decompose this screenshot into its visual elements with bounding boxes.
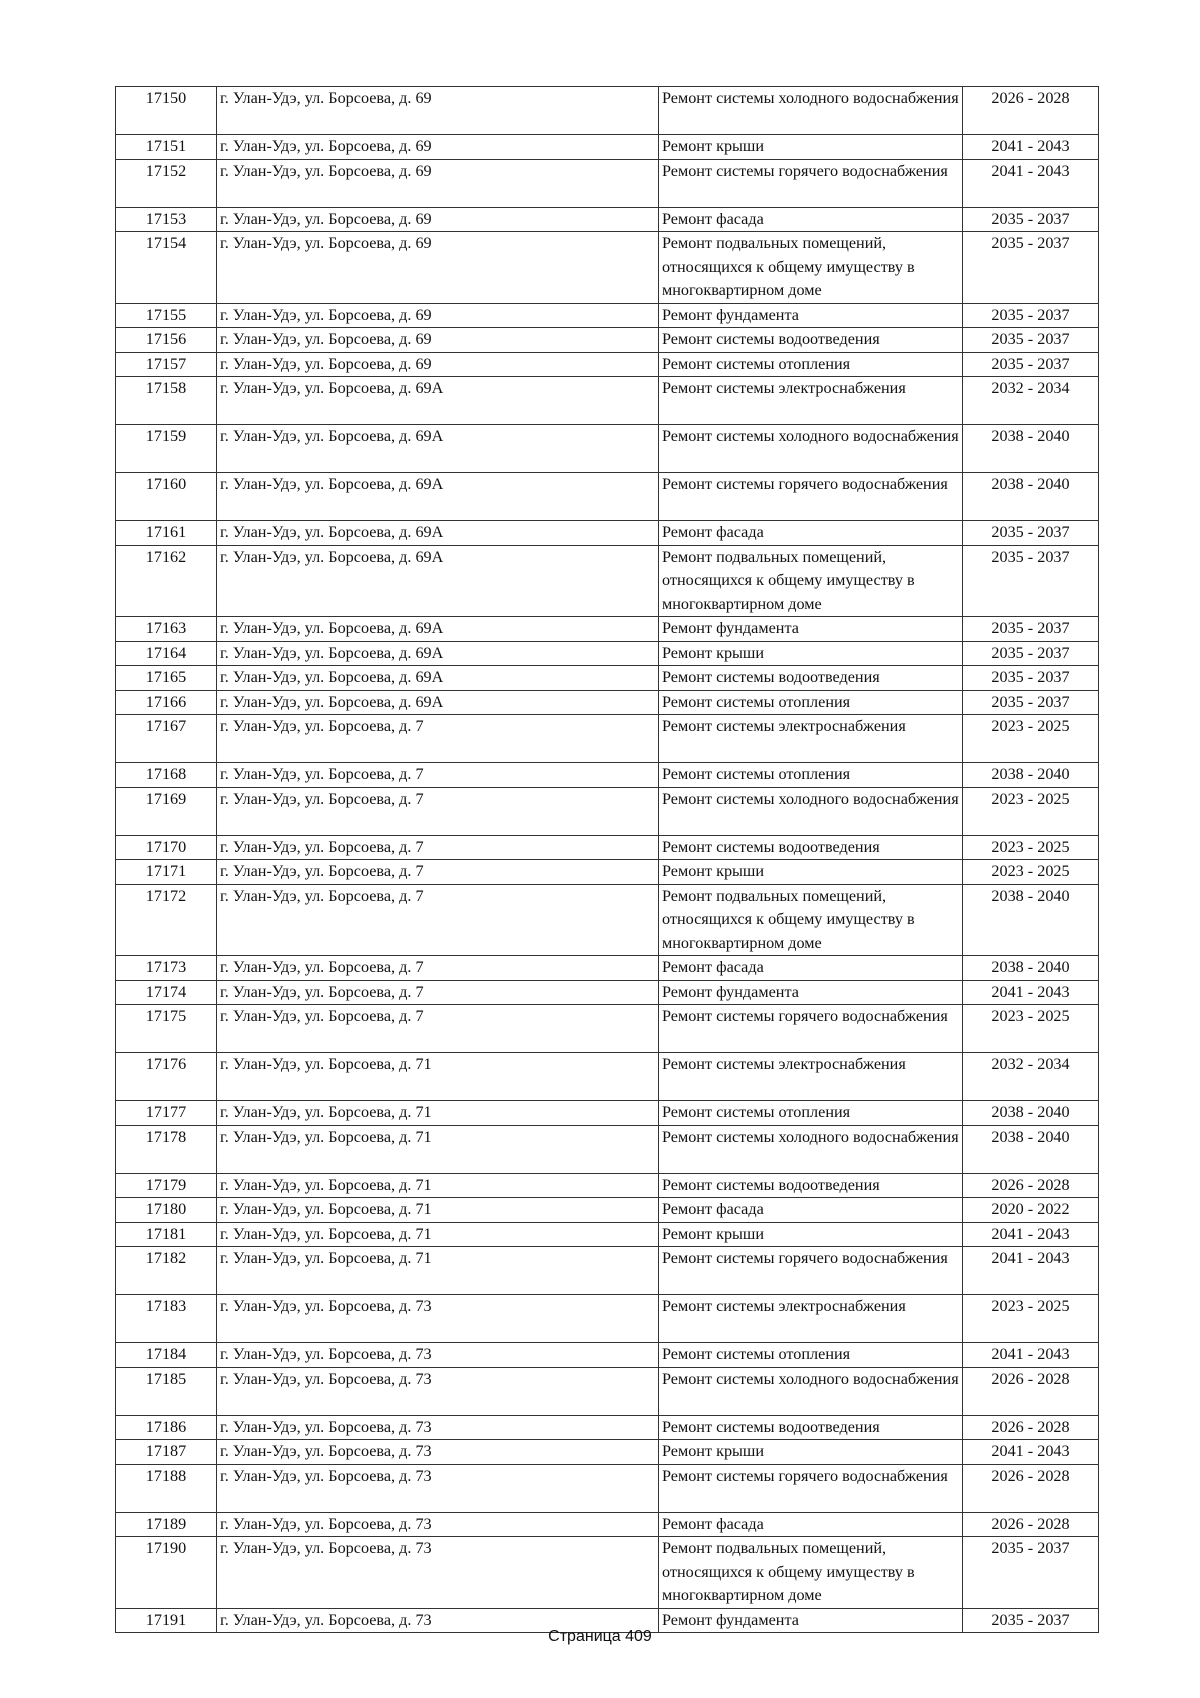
row-address: г. Улан-Удэ, ул. Борсоева, д. 7 bbox=[217, 715, 659, 763]
row-number: 17161 bbox=[116, 521, 217, 546]
row-address: г. Улан-Удэ, ул. Борсоева, д. 7 bbox=[217, 1005, 659, 1053]
row-period: 2035 - 2037 bbox=[963, 545, 1099, 617]
row-period: 2038 - 2040 bbox=[963, 473, 1099, 521]
table-row bbox=[116, 1464, 1099, 1512]
row-number: 17185 bbox=[116, 1367, 217, 1415]
row-address: г. Улан-Удэ, ул. Борсоева, д. 7 bbox=[217, 835, 659, 860]
table-row bbox=[116, 207, 1099, 232]
row-number: 17152 bbox=[116, 159, 217, 207]
row-number: 17182 bbox=[116, 1247, 217, 1295]
row-address: г. Улан-Удэ, ул. Борсоева, д. 69А bbox=[217, 425, 659, 473]
row-number: 17151 bbox=[116, 135, 217, 160]
row-address: г. Улан-Удэ, ул. Борсоева, д. 73 bbox=[217, 1464, 659, 1512]
table-row bbox=[116, 666, 1099, 691]
row-work-type: Ремонт подвальных помещений, относящихся к общему имуществу в многоквартирном доме bbox=[659, 1537, 963, 1609]
row-period: 2038 - 2040 bbox=[963, 956, 1099, 981]
row-address: г. Улан-Удэ, ул. Борсоева, д. 73 bbox=[217, 1295, 659, 1343]
table-row bbox=[116, 617, 1099, 642]
row-work-type: Ремонт фасада bbox=[659, 1198, 963, 1223]
row-address: г. Улан-Удэ, ул. Борсоева, д. 69 bbox=[217, 232, 659, 304]
row-period: 2041 - 2043 bbox=[963, 135, 1099, 160]
table-row bbox=[116, 377, 1099, 425]
row-number: 17166 bbox=[116, 690, 217, 715]
row-number: 17168 bbox=[116, 763, 217, 788]
row-work-type: Ремонт крыши bbox=[659, 1440, 963, 1465]
row-number: 17157 bbox=[116, 352, 217, 377]
table-row bbox=[116, 1295, 1099, 1343]
row-address: г. Улан-Удэ, ул. Борсоева, д. 69 bbox=[217, 159, 659, 207]
row-period: 2020 - 2022 bbox=[963, 1198, 1099, 1223]
row-work-type: Ремонт системы электроснабжения bbox=[659, 377, 963, 425]
table-row bbox=[116, 690, 1099, 715]
table-body bbox=[116, 87, 1099, 1633]
row-number: 17179 bbox=[116, 1173, 217, 1198]
row-period: 2035 - 2037 bbox=[963, 328, 1099, 353]
row-period: 2026 - 2028 bbox=[963, 1464, 1099, 1512]
table-row bbox=[116, 1101, 1099, 1126]
table-row bbox=[116, 1173, 1099, 1198]
row-address: г. Улан-Удэ, ул. Борсоева, д. 69 bbox=[217, 352, 659, 377]
row-number: 17180 bbox=[116, 1198, 217, 1223]
row-number: 17184 bbox=[116, 1343, 217, 1368]
row-work-type: Ремонт системы холодного водоснабжения bbox=[659, 787, 963, 835]
table-row bbox=[116, 232, 1099, 304]
row-number: 17186 bbox=[116, 1415, 217, 1440]
table-row bbox=[116, 1537, 1099, 1609]
row-address: г. Улан-Удэ, ул. Борсоева, д. 71 bbox=[217, 1247, 659, 1295]
row-number: 17153 bbox=[116, 207, 217, 232]
row-address: г. Улан-Удэ, ул. Борсоева, д. 69 bbox=[217, 207, 659, 232]
row-work-type: Ремонт системы холодного водоснабжения bbox=[659, 425, 963, 473]
row-address: г. Улан-Удэ, ул. Борсоева, д. 73 bbox=[217, 1343, 659, 1368]
table-row bbox=[116, 1198, 1099, 1223]
row-address: г. Улан-Удэ, ул. Борсоева, д. 69А bbox=[217, 617, 659, 642]
row-address: г. Улан-Удэ, ул. Борсоева, д. 73 bbox=[217, 1537, 659, 1609]
row-period: 2041 - 2043 bbox=[963, 1222, 1099, 1247]
row-period: 2032 - 2034 bbox=[963, 1053, 1099, 1101]
row-period: 2032 - 2034 bbox=[963, 377, 1099, 425]
row-number: 17155 bbox=[116, 303, 217, 328]
row-number: 17178 bbox=[116, 1125, 217, 1173]
table-row bbox=[116, 787, 1099, 835]
table-row bbox=[116, 884, 1099, 956]
row-period: 2023 - 2025 bbox=[963, 715, 1099, 763]
repair-schedule-table bbox=[115, 86, 1099, 1633]
table-row bbox=[116, 1005, 1099, 1053]
row-period: 2026 - 2028 bbox=[963, 1367, 1099, 1415]
row-number: 17191 bbox=[116, 1608, 217, 1633]
row-period: 2038 - 2040 bbox=[963, 425, 1099, 473]
row-address: г. Улан-Удэ, ул. Борсоева, д. 71 bbox=[217, 1198, 659, 1223]
row-work-type: Ремонт фасада bbox=[659, 1512, 963, 1537]
row-period: 2023 - 2025 bbox=[963, 860, 1099, 885]
row-work-type: Ремонт фасада bbox=[659, 521, 963, 546]
row-period: 2035 - 2037 bbox=[963, 1608, 1099, 1633]
row-number: 17150 bbox=[116, 87, 217, 135]
row-number: 17159 bbox=[116, 425, 217, 473]
table-row bbox=[116, 1125, 1099, 1173]
table-row bbox=[116, 980, 1099, 1005]
row-number: 17174 bbox=[116, 980, 217, 1005]
table-row bbox=[116, 835, 1099, 860]
row-work-type: Ремонт системы водоотведения bbox=[659, 328, 963, 353]
table-row bbox=[116, 135, 1099, 160]
row-period: 2023 - 2025 bbox=[963, 1005, 1099, 1053]
row-period: 2041 - 2043 bbox=[963, 980, 1099, 1005]
row-address: г. Улан-Удэ, ул. Борсоева, д. 71 bbox=[217, 1125, 659, 1173]
row-number: 17190 bbox=[116, 1537, 217, 1609]
row-address: г. Улан-Удэ, ул. Борсоева, д. 73 bbox=[217, 1512, 659, 1537]
row-number: 17175 bbox=[116, 1005, 217, 1053]
row-number: 17172 bbox=[116, 884, 217, 956]
row-work-type: Ремонт подвальных помещений, относящихся к общему имуществу в многоквартирном доме bbox=[659, 545, 963, 617]
page-number: Страница 409 bbox=[548, 1628, 652, 1645]
row-address: г. Улан-Удэ, ул. Борсоева, д. 69А bbox=[217, 521, 659, 546]
row-work-type: Ремонт подвальных помещений, относящихся к общему имуществу в многоквартирном доме bbox=[659, 884, 963, 956]
table-row bbox=[116, 425, 1099, 473]
row-work-type: Ремонт системы отопления bbox=[659, 352, 963, 377]
row-number: 17162 bbox=[116, 545, 217, 617]
row-work-type: Ремонт системы холодного водоснабжения bbox=[659, 87, 963, 135]
row-work-type: Ремонт системы горячего водоснабжения bbox=[659, 159, 963, 207]
row-work-type: Ремонт системы горячего водоснабжения bbox=[659, 1005, 963, 1053]
table-row bbox=[116, 860, 1099, 885]
row-period: 2026 - 2028 bbox=[963, 1415, 1099, 1440]
row-address: г. Улан-Удэ, ул. Борсоева, д. 73 bbox=[217, 1367, 659, 1415]
row-address: г. Улан-Удэ, ул. Борсоева, д. 69А bbox=[217, 666, 659, 691]
row-work-type: Ремонт системы горячего водоснабжения bbox=[659, 473, 963, 521]
row-period: 2023 - 2025 bbox=[963, 787, 1099, 835]
row-period: 2035 - 2037 bbox=[963, 690, 1099, 715]
row-period: 2035 - 2037 bbox=[963, 1537, 1099, 1609]
row-work-type: Ремонт системы холодного водоснабжения bbox=[659, 1125, 963, 1173]
row-address: г. Улан-Удэ, ул. Борсоева, д. 71 bbox=[217, 1101, 659, 1126]
row-address: г. Улан-Удэ, ул. Борсоева, д. 7 bbox=[217, 956, 659, 981]
row-number: 17165 bbox=[116, 666, 217, 691]
row-period: 2038 - 2040 bbox=[963, 884, 1099, 956]
table-row bbox=[116, 1222, 1099, 1247]
row-number: 17169 bbox=[116, 787, 217, 835]
row-work-type: Ремонт системы отопления bbox=[659, 1343, 963, 1368]
table-row bbox=[116, 1247, 1099, 1295]
row-work-type: Ремонт крыши bbox=[659, 1222, 963, 1247]
row-number: 17163 bbox=[116, 617, 217, 642]
row-number: 17187 bbox=[116, 1440, 217, 1465]
row-address: г. Улан-Удэ, ул. Борсоева, д. 69 bbox=[217, 328, 659, 353]
row-work-type: Ремонт системы отопления bbox=[659, 763, 963, 788]
row-number: 17167 bbox=[116, 715, 217, 763]
row-address: г. Улан-Удэ, ул. Борсоева, д. 73 bbox=[217, 1608, 659, 1633]
table-row bbox=[116, 1367, 1099, 1415]
row-address: г. Улан-Удэ, ул. Борсоева, д. 69А bbox=[217, 641, 659, 666]
row-address: г. Улан-Удэ, ул. Борсоева, д. 7 bbox=[217, 763, 659, 788]
row-period: 2035 - 2037 bbox=[963, 207, 1099, 232]
row-period: 2041 - 2043 bbox=[963, 159, 1099, 207]
table-row bbox=[116, 1343, 1099, 1368]
row-address: г. Улан-Удэ, ул. Борсоева, д. 7 bbox=[217, 787, 659, 835]
row-number: 17156 bbox=[116, 328, 217, 353]
row-period: 2026 - 2028 bbox=[963, 1512, 1099, 1537]
row-address: г. Улан-Удэ, ул. Борсоева, д. 69А bbox=[217, 545, 659, 617]
row-number: 17160 bbox=[116, 473, 217, 521]
row-work-type: Ремонт фасада bbox=[659, 956, 963, 981]
row-address: г. Улан-Удэ, ул. Борсоева, д. 69 bbox=[217, 303, 659, 328]
row-address: г. Улан-Удэ, ул. Борсоева, д. 73 bbox=[217, 1415, 659, 1440]
row-address: г. Улан-Удэ, ул. Борсоева, д. 69А bbox=[217, 377, 659, 425]
row-address: г. Улан-Удэ, ул. Борсоева, д. 69А bbox=[217, 690, 659, 715]
row-work-type: Ремонт системы водоотведения bbox=[659, 1173, 963, 1198]
row-period: 2035 - 2037 bbox=[963, 666, 1099, 691]
row-number: 17164 bbox=[116, 641, 217, 666]
row-number: 17173 bbox=[116, 956, 217, 981]
row-number: 17181 bbox=[116, 1222, 217, 1247]
table-row bbox=[116, 303, 1099, 328]
table-row bbox=[116, 352, 1099, 377]
row-period: 2023 - 2025 bbox=[963, 1295, 1099, 1343]
row-number: 17154 bbox=[116, 232, 217, 304]
row-number: 17176 bbox=[116, 1053, 217, 1101]
row-number: 17170 bbox=[116, 835, 217, 860]
row-work-type: Ремонт системы отопления bbox=[659, 1101, 963, 1126]
table-row bbox=[116, 1440, 1099, 1465]
row-work-type: Ремонт системы горячего водоснабжения bbox=[659, 1464, 963, 1512]
table-row bbox=[116, 521, 1099, 546]
table-row bbox=[116, 956, 1099, 981]
row-address: г. Улан-Удэ, ул. Борсоева, д. 71 bbox=[217, 1053, 659, 1101]
row-work-type: Ремонт фундамента bbox=[659, 303, 963, 328]
row-address: г. Улан-Удэ, ул. Борсоева, д. 7 bbox=[217, 860, 659, 885]
row-address: г. Улан-Удэ, ул. Борсоева, д. 71 bbox=[217, 1222, 659, 1247]
table-row bbox=[116, 1415, 1099, 1440]
table-row bbox=[116, 763, 1099, 788]
row-work-type: Ремонт системы водоотведения bbox=[659, 1415, 963, 1440]
row-period: 2035 - 2037 bbox=[963, 303, 1099, 328]
table-row bbox=[116, 87, 1099, 135]
row-address: г. Улан-Удэ, ул. Борсоева, д. 7 bbox=[217, 980, 659, 1005]
table-row bbox=[116, 545, 1099, 617]
row-period: 2041 - 2043 bbox=[963, 1343, 1099, 1368]
row-number: 17158 bbox=[116, 377, 217, 425]
row-work-type: Ремонт крыши bbox=[659, 860, 963, 885]
row-work-type: Ремонт системы водоотведения bbox=[659, 835, 963, 860]
row-work-type: Ремонт фундамента bbox=[659, 980, 963, 1005]
table-row bbox=[116, 159, 1099, 207]
row-period: 2026 - 2028 bbox=[963, 1173, 1099, 1198]
row-period: 2041 - 2043 bbox=[963, 1440, 1099, 1465]
row-work-type: Ремонт системы электроснабжения bbox=[659, 715, 963, 763]
row-work-type: Ремонт системы электроснабжения bbox=[659, 1295, 963, 1343]
row-number: 17183 bbox=[116, 1295, 217, 1343]
row-address: г. Улан-Удэ, ул. Борсоева, д. 73 bbox=[217, 1440, 659, 1465]
row-number: 17188 bbox=[116, 1464, 217, 1512]
row-address: г. Улан-Удэ, ул. Борсоева, д. 7 bbox=[217, 884, 659, 956]
row-number: 17189 bbox=[116, 1512, 217, 1537]
row-period: 2035 - 2037 bbox=[963, 352, 1099, 377]
row-period: 2038 - 2040 bbox=[963, 1125, 1099, 1173]
table-row bbox=[116, 473, 1099, 521]
row-work-type: Ремонт системы электроснабжения bbox=[659, 1053, 963, 1101]
row-work-type: Ремонт системы горячего водоснабжения bbox=[659, 1247, 963, 1295]
row-period: 2023 - 2025 bbox=[963, 835, 1099, 860]
row-work-type: Ремонт фасада bbox=[659, 207, 963, 232]
table-row bbox=[116, 715, 1099, 763]
row-address: г. Улан-Удэ, ул. Борсоева, д. 71 bbox=[217, 1173, 659, 1198]
table-row bbox=[116, 641, 1099, 666]
row-work-type: Ремонт крыши bbox=[659, 641, 963, 666]
row-period: 2035 - 2037 bbox=[963, 232, 1099, 304]
row-period: 2038 - 2040 bbox=[963, 1101, 1099, 1126]
row-address: г. Улан-Удэ, ул. Борсоева, д. 69А bbox=[217, 473, 659, 521]
row-work-type: Ремонт системы водоотведения bbox=[659, 666, 963, 691]
row-period: 2026 - 2028 bbox=[963, 87, 1099, 135]
row-work-type: Ремонт системы отопления bbox=[659, 690, 963, 715]
row-period: 2035 - 2037 bbox=[963, 617, 1099, 642]
row-work-type: Ремонт крыши bbox=[659, 135, 963, 160]
table-row bbox=[116, 1512, 1099, 1537]
row-work-type: Ремонт системы холодного водоснабжения bbox=[659, 1367, 963, 1415]
row-period: 2041 - 2043 bbox=[963, 1247, 1099, 1295]
row-number: 17171 bbox=[116, 860, 217, 885]
row-work-type: Ремонт фундамента bbox=[659, 1608, 963, 1633]
row-address: г. Улан-Удэ, ул. Борсоева, д. 69 bbox=[217, 135, 659, 160]
row-period: 2038 - 2040 bbox=[963, 763, 1099, 788]
table-row bbox=[116, 1053, 1099, 1101]
row-period: 2035 - 2037 bbox=[963, 521, 1099, 546]
table-row bbox=[116, 328, 1099, 353]
row-work-type: Ремонт фундамента bbox=[659, 617, 963, 642]
row-work-type: Ремонт подвальных помещений, относящихся к общему имуществу в многоквартирном доме bbox=[659, 232, 963, 304]
row-period: 2035 - 2037 bbox=[963, 641, 1099, 666]
row-address: г. Улан-Удэ, ул. Борсоева, д. 69 bbox=[217, 87, 659, 135]
row-number: 17177 bbox=[116, 1101, 217, 1126]
